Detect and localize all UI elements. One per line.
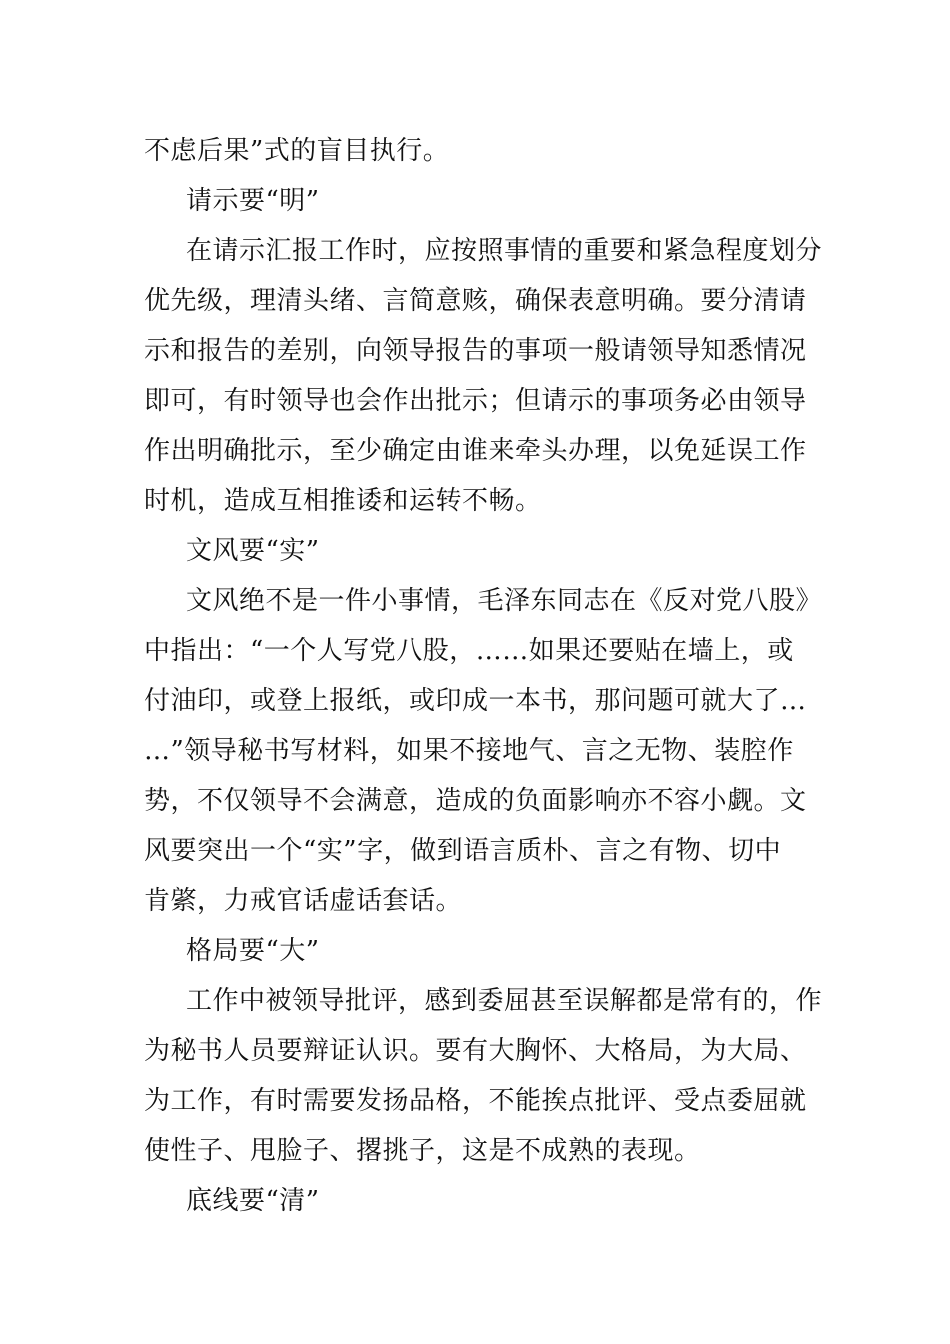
text-line: 工作中被领导批评，感到委屈甚至误解都是常有的，作 xyxy=(186,986,823,1016)
document-page xyxy=(144,126,823,1226)
section-heading-qing: 底线要“清” xyxy=(186,1186,320,1216)
text-line: …”领导秘书写材料，如果不接地气、言之无物、装腔作 xyxy=(144,736,794,766)
text-line: 风要突出一个“实”字，做到语言质朴、言之有物、切中 xyxy=(144,836,782,866)
text-line: 为秘书人员要辩证认识。要有大胸怀、大格局，为大局、 xyxy=(144,1036,807,1066)
text-line: 示和报告的差别，向领导报告的事项一般请领导知悉情况 xyxy=(144,336,807,366)
text-line: 即可，有时领导也会作出批示；但请示的事项务必由领导 xyxy=(144,386,807,416)
text-line: 作出明确批示，至少确定由谁来牵头办理，以免延误工作 xyxy=(144,436,807,466)
text-line: 文风绝不是一件小事情，毛泽东同志在《反对党八股》 xyxy=(186,586,823,616)
text-line: 为工作，有时需要发扬品格，不能挨点批评、受点委屈就 xyxy=(144,1086,807,1116)
section-heading-da: 格局要“大” xyxy=(186,936,320,966)
text-line: 肯綮，力戒官话虚话套话。 xyxy=(144,886,463,916)
text-line: 在请示汇报工作时，应按照事情的重要和紧急程度划分 xyxy=(186,236,823,266)
text-line: 势，不仅领导不会满意，造成的负面影响亦不容小觑。文 xyxy=(144,786,807,816)
text-line: 中指出：“一个人写党八股，……如果还要贴在墙上，或 xyxy=(144,636,794,666)
text-line: 优先级，理清头绪、言简意赅，确保表意明确。要分清请 xyxy=(144,286,807,316)
text-line: 使性子、甩脸子、撂挑子，这是不成熟的表现。 xyxy=(144,1136,701,1166)
text-line: 不虑后果”式的盲目执行。 xyxy=(144,136,450,166)
text-line: 时机，造成互相推诿和运转不畅。 xyxy=(144,486,542,516)
text-line: 付油印，或登上报纸，或印成一本书，那问题可就大了… xyxy=(144,686,807,716)
section-heading-ming: 请示要“明” xyxy=(186,186,320,216)
section-heading-shi: 文风要“实” xyxy=(186,536,320,566)
